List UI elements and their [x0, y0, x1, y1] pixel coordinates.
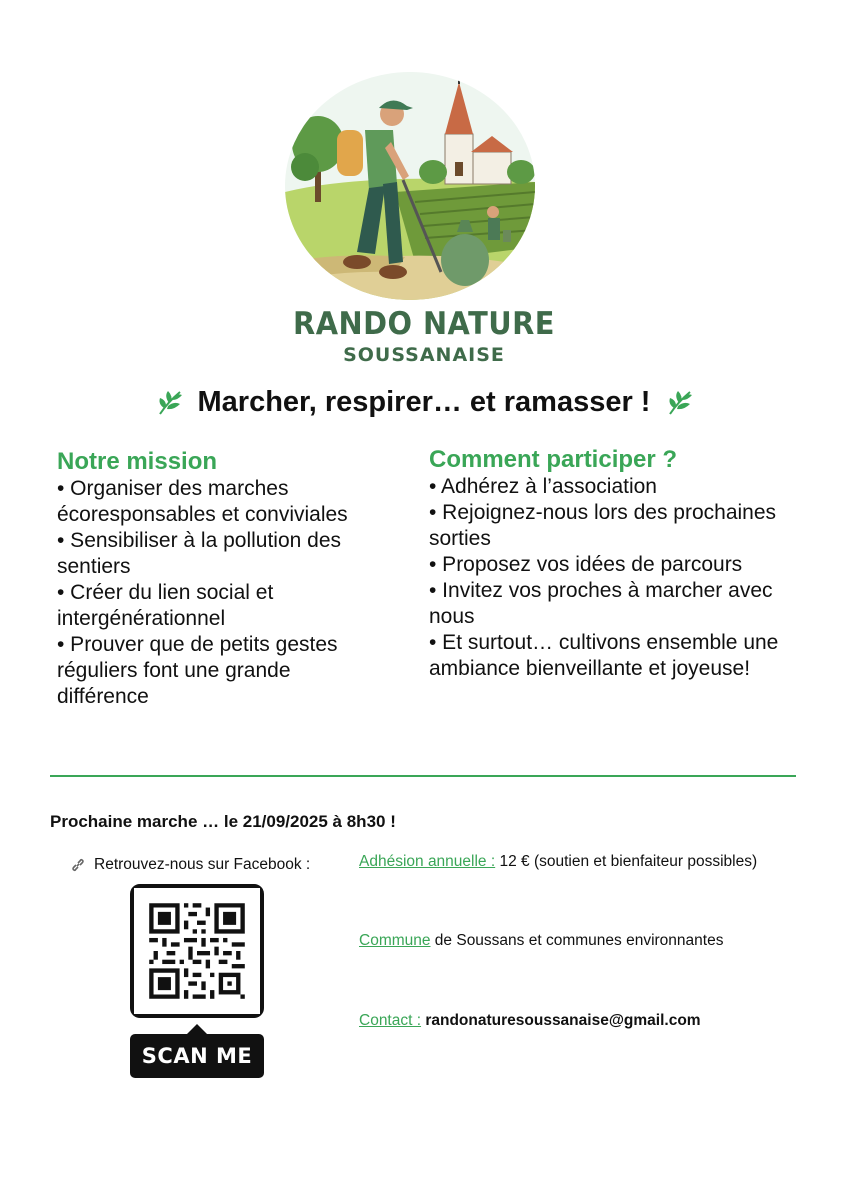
membership-label: Adhésion annuelle :	[359, 853, 496, 870]
mission-list	[57, 476, 387, 710]
facebook-qr-code[interactable]	[130, 884, 264, 1018]
facebook-label: Retrouvez-nous sur Facebook :	[94, 856, 311, 873]
list-item: • Créer du lien social et intergénérationnel	[57, 581, 274, 630]
list-item: • Adhérez à l’association	[429, 475, 657, 498]
list-item: • Rejoignez-nous lors des prochaines sorties	[429, 501, 777, 550]
leaf-icon	[664, 388, 694, 418]
membership-info	[359, 852, 759, 872]
section-divider	[50, 775, 796, 777]
slogan-line	[0, 386, 848, 419]
list-item: • Et surtout… cultivons ensemble une ambiance bienveillante et joyeuse!	[429, 631, 779, 680]
commune-info	[359, 931, 799, 951]
contact-email[interactable]: randonaturesoussanaise@gmail.com	[421, 1012, 701, 1029]
scan-me-label: SCAN ME	[130, 1034, 264, 1078]
contact-label: Contact :	[359, 1012, 422, 1029]
leaf-icon	[154, 388, 184, 418]
participate-heading: Comment participer ?	[429, 446, 678, 473]
logo-title: RANDO NATURE	[293, 306, 555, 342]
mission-heading: Notre mission	[57, 448, 218, 475]
scan-pointer	[187, 1024, 207, 1034]
logo-subtitle: SOUSSANAISE	[343, 344, 505, 366]
contact-info	[359, 1011, 799, 1031]
list-item: • Proposez vos idées de parcours	[429, 553, 743, 576]
slogan-text: Marcher, respirer… et ramasser !	[197, 386, 651, 418]
mission-section	[57, 448, 387, 710]
list-item: • Prouver que de petits gestes réguliers font une grande différence	[57, 633, 338, 708]
list-item: • Sensibiliser à la pollution des sentiers	[57, 529, 342, 578]
commune-label: Commune	[359, 932, 431, 949]
commune-value: de Soussans et communes environnantes	[430, 932, 724, 949]
next-walk-announcement: Prochaine marche … le 21/09/2025 à 8h30 !	[50, 812, 396, 831]
list-item: • Organiser des marches écoresponsables et conviviales	[57, 477, 348, 526]
participate-list	[429, 474, 789, 682]
facebook-line	[70, 856, 310, 874]
logo-illustration	[285, 72, 535, 300]
link-icon	[70, 857, 86, 873]
participate-section	[429, 446, 789, 682]
list-item: • Invitez vos proches à marcher avec nous	[429, 579, 773, 628]
membership-value: 12 € (soutien et bienfaiteur possibles)	[495, 853, 758, 870]
